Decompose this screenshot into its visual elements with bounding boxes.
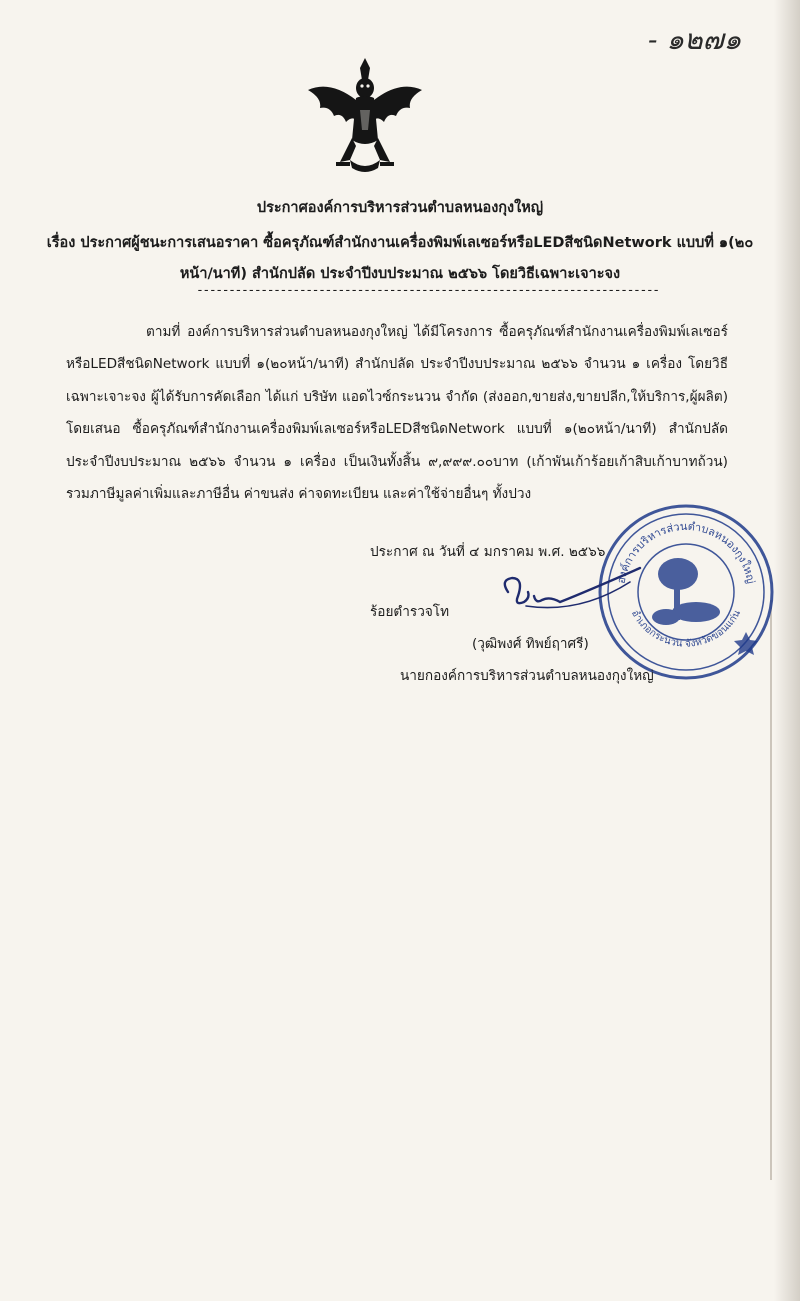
announcement-date: ประกาศ ณ วันที่ ๔ มกราคม พ.ศ. ๒๕๖๖: [370, 544, 606, 560]
stamp-text-bottom: อำเภอกระนวน จังหวัดขอนแก่น: [628, 608, 744, 650]
signer-position: นายกองค์การบริหารส่วนตำบลหนองกุงใหญ่: [400, 668, 654, 684]
document-subject: เรื่อง ประกาศผู้ชนะการเสนอราคา ซื้อครุภัณฑ์สำนักงานเครื่องพิมพ์เลเซอร์หรือLEDสีชนิดNetwork แบบที่ ๑(๒๐ หน้า/นาที) สำนักปลัด ประจำปีงบประมาณ ๒๕๖๖ โดยวิธีเฉพาะเจาะจง: [46, 235, 754, 282]
document-title: ประกาศองค์การบริหารส่วนตำบลหนองกุงใหญ่: [256, 200, 544, 216]
garuda-emblem: [300, 50, 430, 180]
signer-rank: ร้อยตำรวจโท: [370, 604, 450, 620]
announcement-paragraph: ตามที่ องค์การบริหารส่วนตำบลหนองกุงใหญ่ ได้มีโครงการ ซื้อครุภัณฑ์สำนักงานเครื่องพิมพ์เลเซอร์หรือLEDสีชนิดNetwork แบบที่ ๑(๒๐หน้า/นาที) สำนักปลัด ประจำปีงบประมาณ ๒๕๖๖ จำนวน ๑ เครื่อง โดยวิธีเฉพาะเจาะจง ผู้ได้รับการคัดเลือก ได้แก่ บริษัท แอดไวซ์กระนวน จำกัด (ส่งออก,ขายส่ง,ขายปลีก,ให้บริการ,ผู้ผลิต) โดยเสนอ ซื้อครุภัณฑ์สำนักงานเครื่องพิมพ์เลเซอร์หรือLEDสีชนิดNetwork แบบที่ ๑(๒๐หน้า/นาที) สำนักปลัด ประจำปีงบประมาณ ๒๕๖๖ จำนวน ๑ เครื่อง เป็นเงินทั้งสิ้น ๙,๙๙๙.๐๐บาท (เก้าพันเก้าร้อยเก้าสิบเก้าบาทถ้วน) รวมภาษีมูลค่าเพิ่มและภาษีอื่น ค่าขนส่ง ค่าจดทะเบียน และค่าใช้จ่ายอื่นๆ ทั้งปวง: [66, 324, 728, 503]
scan-shadow-line: [770, 600, 772, 1180]
handwritten-signature: [490, 562, 650, 632]
handwritten-page-number: - ๑๒๗๑: [648, 23, 742, 56]
stamp-text-top: องค์การบริหารส่วนตำบลหนองกุงใหญ่: [614, 519, 758, 585]
separator-line: ------------------------------------------------------------------------: [196, 283, 659, 298]
signer-name: (วุฒิพงศ์ ทิพย์ฤาศรี): [472, 636, 589, 652]
